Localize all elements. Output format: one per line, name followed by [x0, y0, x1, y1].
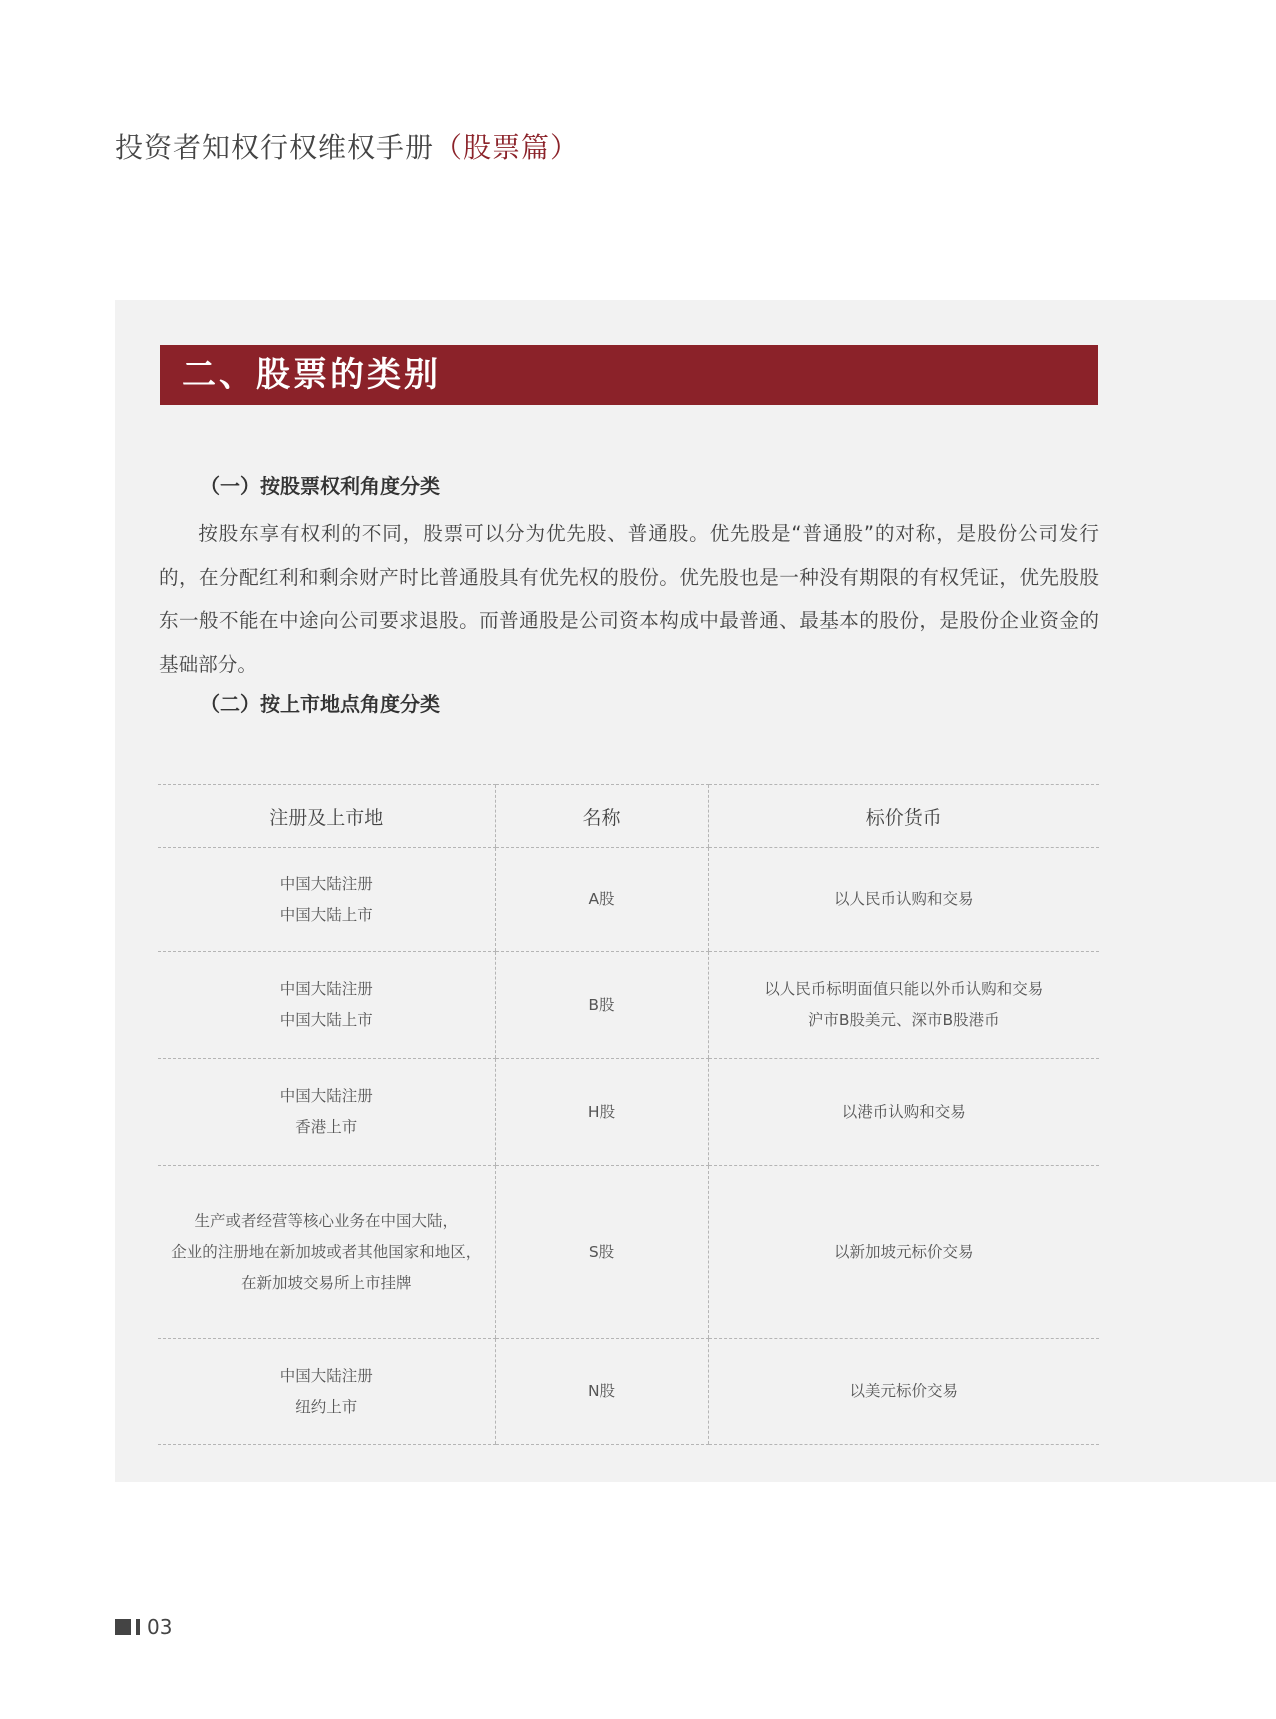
cell-place — [158, 1059, 495, 1166]
cell-currency — [708, 1166, 1099, 1339]
cell-line: 以美元标价交易 — [849, 1382, 958, 1400]
cell-line: 以人民币认购和交易 — [833, 890, 974, 908]
cell-line: 生产或者经营等核心业务在中国大陆， — [194, 1211, 458, 1230]
document-title-accent: （股票篇） — [434, 131, 580, 164]
cell-line: 企业的注册地在新加坡或者其他国家和地区， — [171, 1242, 482, 1261]
cell-line: 中国大陆注册 — [279, 980, 373, 998]
page-marker-square — [115, 1619, 131, 1635]
table-header-name: 名称 — [495, 785, 708, 848]
table-row — [158, 1339, 1099, 1445]
cell-line: 以新加坡元标价交易 — [833, 1242, 974, 1261]
page-footer — [115, 1615, 172, 1639]
cell-line: 中国大陆注册 — [279, 874, 373, 893]
cell-line: 以人民币标明面值只能以外币认购和交易 — [764, 980, 1044, 998]
section-title: 二、股票的类别 — [182, 355, 441, 395]
cell-line: 纽约上市 — [295, 1397, 358, 1416]
cell-name — [495, 848, 708, 952]
section-banner — [160, 345, 1098, 405]
subheading-rights: （一）按股票权利角度分类 — [200, 474, 440, 498]
cell-line: 中国大陆上市 — [279, 905, 373, 924]
cell-name — [495, 1059, 708, 1166]
cell-currency — [708, 848, 1099, 952]
cell-line: 在新加坡交易所上市挂牌 — [240, 1273, 412, 1292]
paragraph-rights: 按股东享有权利的不同，股票可以分为优先股、普通股。优先股是“普通股”的对称，是股份公司发行的，在分配红利和剩余财产时比普通股具有优先权的股份。优先股也是一种没有期限的有权凭证，优先股股东一般不能在中途向公司要求退股。而普通股是公司资本构成中最普通、最基本的股份，是股份企业资金的基础部分。 — [159, 522, 1099, 676]
cell-line: H股 — [587, 1102, 616, 1121]
cell-line: 中国大陆注册 — [279, 1366, 373, 1385]
listing-table — [158, 784, 1099, 1445]
cell-line: 中国大陆上市 — [279, 1011, 373, 1029]
subheading-listing: （二）按上市地点角度分类 — [200, 692, 440, 716]
cell-place — [158, 1166, 495, 1339]
cell-place — [158, 1339, 495, 1445]
cell-currency — [708, 1339, 1099, 1445]
cell-place — [158, 952, 495, 1059]
cell-line: 香港上市 — [295, 1118, 358, 1136]
document-title — [115, 126, 579, 166]
cell-name — [495, 1339, 708, 1445]
table-row — [158, 1059, 1099, 1166]
table-header-currency: 标价货币 — [708, 785, 1099, 848]
cell-line: 沪市B股美元、深市B股港币 — [807, 1011, 1000, 1029]
document-title-main: 投资者知权行权维权手册 — [115, 131, 435, 164]
cell-name — [495, 952, 708, 1059]
page-marker-bar — [136, 1619, 140, 1635]
cell-name — [495, 1166, 708, 1339]
table-header-row — [158, 785, 1099, 848]
table-header-place: 注册及上市地 — [158, 785, 495, 848]
cell-currency — [708, 952, 1099, 1059]
cell-currency — [708, 1059, 1099, 1166]
cell-place — [158, 848, 495, 952]
cell-line: B股 — [588, 995, 615, 1014]
table-row — [158, 1166, 1099, 1339]
table-row — [158, 952, 1099, 1059]
table-row — [158, 848, 1099, 952]
cell-line: 以港币认购和交易 — [841, 1102, 966, 1121]
page-number: 03 — [147, 1615, 173, 1639]
cell-line: A股 — [588, 890, 615, 908]
cell-line: 中国大陆注册 — [279, 1087, 373, 1105]
cell-line: N股 — [587, 1382, 616, 1400]
cell-line: S股 — [588, 1242, 615, 1261]
